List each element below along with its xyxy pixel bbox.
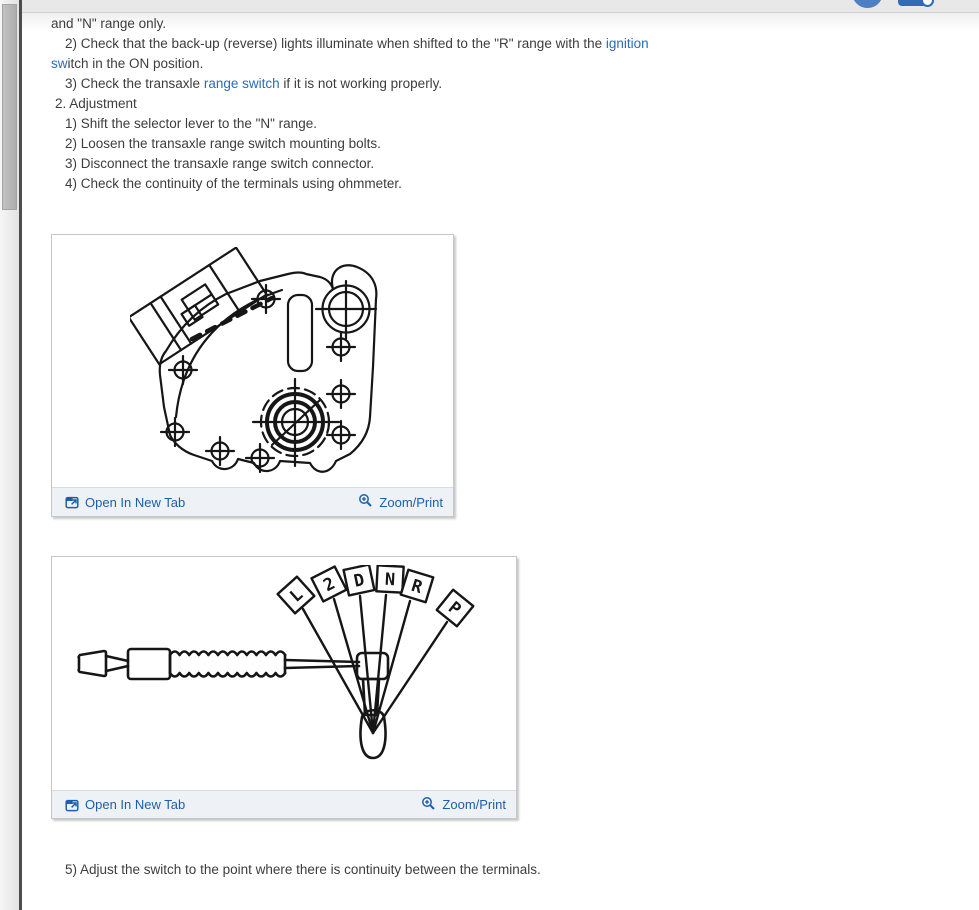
- text-line: [51, 54, 731, 74]
- gear-label: R: [408, 575, 425, 599]
- figure-image-range-switch: [52, 235, 453, 487]
- figure-toolbar: [52, 487, 453, 516]
- vertical-scrollbar-track[interactable]: [0, 0, 19, 910]
- toolbar-bottom-edge: [22, 0, 979, 13]
- step3-text: 3) Check the transaxle: [65, 76, 204, 91]
- range-switch-diagram: [130, 247, 392, 485]
- step3-text-post: if it is not working properly.: [279, 76, 443, 91]
- range-switch-link[interactable]: range switch: [203, 76, 280, 91]
- gear-label: 2: [320, 573, 339, 597]
- vertical-scrollbar-thumb[interactable]: [2, 4, 17, 210]
- open-in-new-tab-icon: [65, 495, 79, 509]
- zoom-print-icon: [421, 796, 436, 811]
- figure-toolbar: [52, 790, 516, 818]
- open-in-new-tab-icon: [65, 798, 79, 812]
- figure-card-range-switch: [51, 234, 454, 517]
- gear-positions-diagram: [56, 565, 516, 787]
- figure-image-gear-positions: [52, 557, 516, 790]
- step2-continuation-text: itch in the ON position.: [67, 56, 204, 71]
- zoom-print-link[interactable]: [358, 495, 443, 510]
- gear-label: L: [286, 584, 308, 607]
- open-in-new-tab-link[interactable]: [65, 797, 185, 812]
- adjustment-step: 4) Check the continuity of the terminals using ohmmeter.: [65, 176, 402, 191]
- adjustment-step: 1) Shift the selector lever to the "N" range.: [65, 116, 317, 131]
- zoom-print-label: Zoom/Print: [379, 494, 443, 510]
- zoom-print-label: Zoom/Print: [442, 797, 506, 812]
- gear-label: P: [444, 597, 465, 620]
- adjustment-step: 3) Disconnect the transaxle range switch connector.: [65, 156, 375, 171]
- n-range-text: and "N" range only.: [51, 16, 167, 31]
- figure-card-gear-positions: [51, 556, 517, 819]
- adjustment-step: 2) Loosen the transaxle range switch mounting bolts.: [65, 136, 381, 151]
- zoom-print-icon: [358, 493, 373, 508]
- open-in-new-tab-link[interactable]: [65, 495, 185, 510]
- step5-text: 5) Adjust the switch to the point where there is continuity between the terminals.: [65, 862, 541, 877]
- ignition-switch-link-wrap[interactable]: sw: [51, 56, 68, 71]
- text-line: [51, 74, 731, 94]
- manual-text-block: [51, 14, 731, 194]
- pane-divider: [19, 0, 22, 910]
- text-line: [51, 34, 731, 54]
- step2-text: 2) Check that the back-up (reverse) lights illuminate when shifted to the "R" range with the: [65, 36, 606, 51]
- gear-label: D: [352, 570, 367, 592]
- gear-label: N: [384, 569, 396, 591]
- text-line: [51, 14, 731, 34]
- ignition-switch-link[interactable]: ignition: [605, 36, 649, 51]
- adjustment-heading: 2. Adjustment: [55, 96, 137, 111]
- zoom-print-link[interactable]: [421, 797, 506, 812]
- selector-fan-lines: [303, 595, 447, 733]
- open-in-new-tab-label: Open In New Tab: [85, 797, 186, 812]
- open-in-new-tab-label: Open In New Tab: [85, 494, 186, 510]
